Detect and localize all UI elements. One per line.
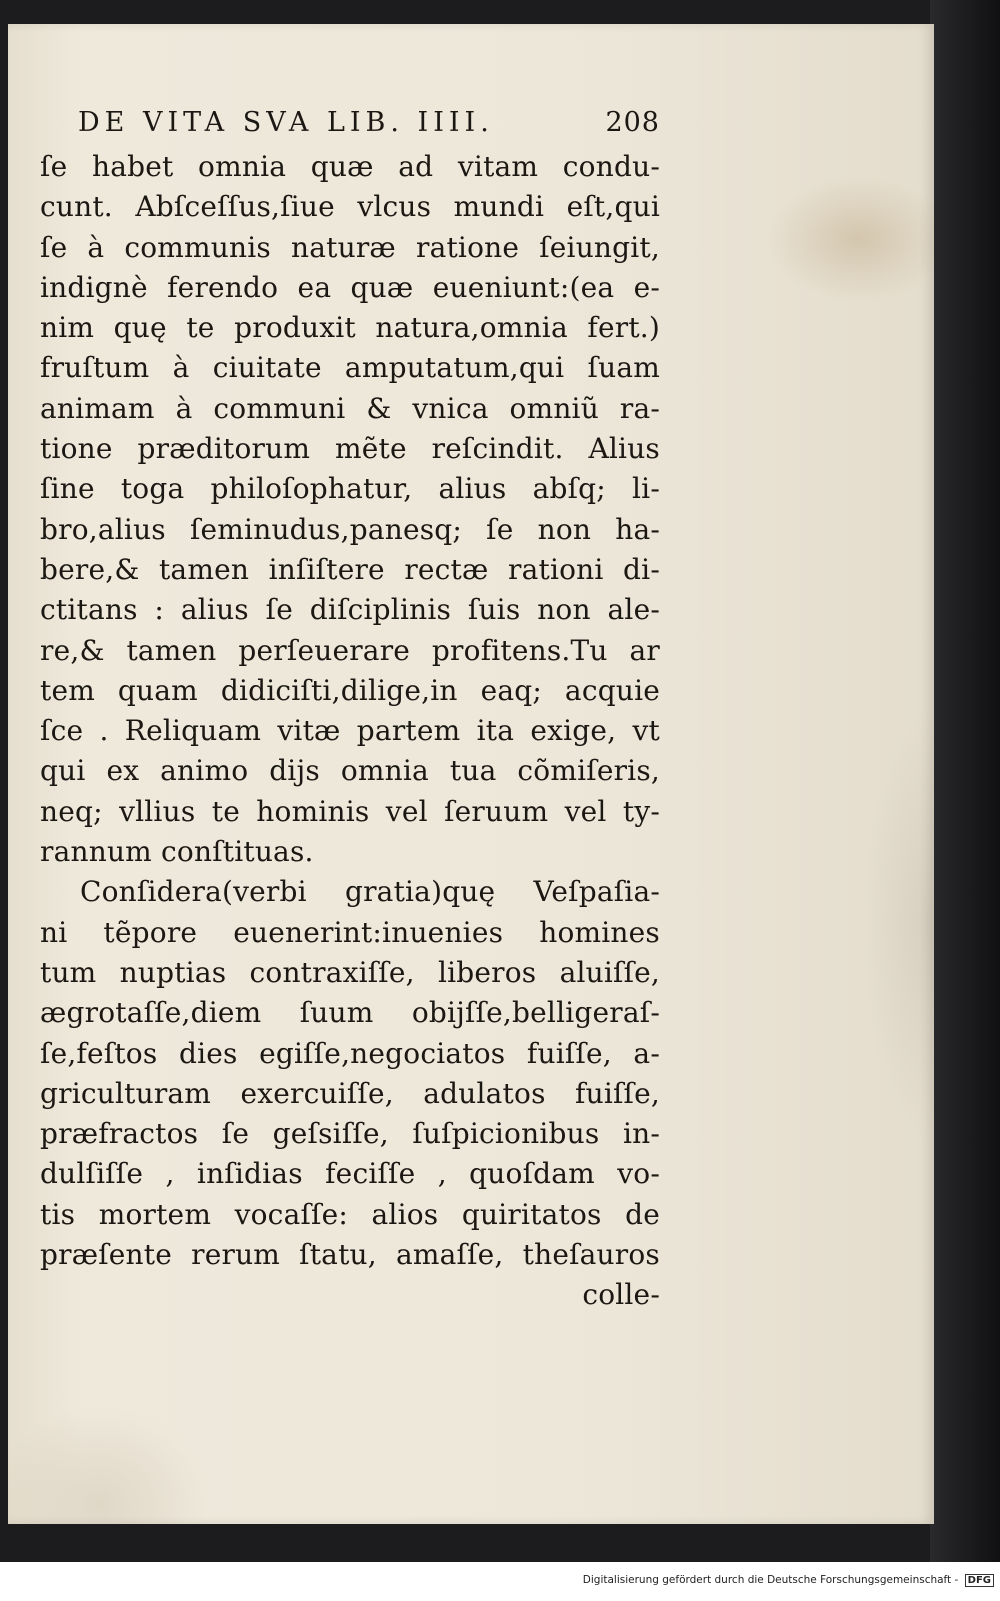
text-line: præfractos ſe geſsiſſe, ſuſpicionibus in- bbox=[40, 1117, 660, 1151]
text-line: ſe à communis naturæ ratione ſeiungit, bbox=[40, 230, 660, 264]
text-line: nim quę te produxit natura,omnia fert.) bbox=[40, 311, 660, 345]
footer-credit-text: Digitalisierung gefördert durch die Deutsche Forschungsgemeinschaft - bbox=[582, 1574, 959, 1586]
page-number: 208 bbox=[605, 107, 660, 138]
text-line: ſe habet omnia quæ ad vitam condu- bbox=[40, 150, 660, 183]
text-line: cunt. Abſceſſus,ſiue vlcus mundi eſt,qui bbox=[40, 190, 660, 224]
running-head-title: DE VITA SVA LIB. IIII. bbox=[78, 107, 494, 138]
text-line: fruſtum à ciuitate amputatum,qui ſuam bbox=[40, 351, 660, 385]
dfg-logo: DFG bbox=[965, 1574, 994, 1587]
catchword: colle- bbox=[582, 1278, 660, 1312]
text-line: qui ex animo dijs omnia tua cõmiſeris, bbox=[40, 754, 660, 788]
credit-footer bbox=[0, 1562, 1000, 1601]
text-line: re,& tamen perſeuerare profitens.Tu ar bbox=[40, 633, 660, 667]
text-line: præſente rerum ſtatu, amaſſe, theſauros bbox=[40, 1238, 660, 1272]
text-line: ſe,feſtos dies egiſſe,negociatos fuiſſe, a- bbox=[40, 1036, 660, 1070]
text-line: animam à communi & vnica omniũ ra- bbox=[40, 391, 660, 425]
text-line: bro,alius ſeminudus,panesq; ſe non ha- bbox=[40, 512, 660, 546]
text-line: indignè ferendo ea quæ eueniunt:(ea e- bbox=[40, 270, 660, 304]
footer-credit bbox=[583, 1574, 994, 1587]
text-line: ni tẽpore euenerint:inuenies homines bbox=[40, 915, 660, 949]
text-line: ægrotaſſe,diem ſuum obijſſe,belligeraſ- bbox=[40, 996, 660, 1030]
text-line: bere,& tamen inſiſtere rectæ rationi di- bbox=[40, 552, 660, 586]
text-line: ctitans : alius ſe diſciplinis ſuis non ale- bbox=[40, 593, 660, 627]
text-line: ſine toga philoſophatur, alius abſq; li- bbox=[40, 472, 660, 506]
text-line: rannum conſtituas. bbox=[40, 835, 314, 869]
text-line: ſce . Reliquam vitæ partem ita exige, vt bbox=[40, 714, 660, 748]
text-line: griculturam exercuiſſe, adulatos fuiſſe, bbox=[40, 1076, 660, 1110]
text-line: dulſiſſe , inſidias feciſſe , quoſdam vo- bbox=[40, 1157, 660, 1191]
text-line: Conſidera(verbi gratia)quę Veſpaſia- bbox=[80, 875, 660, 909]
text-line: tum nuptias contraxiſſe, liberos aluiſſe, bbox=[40, 955, 660, 989]
text-line: neq; vllius te hominis vel ſeruum vel ty- bbox=[40, 794, 660, 828]
text-line: tione præditorum mẽte reſcindit. Alius bbox=[40, 432, 660, 466]
text-line: tem quam didiciſti,dilige,in eaq; acquie bbox=[40, 673, 660, 707]
book-page bbox=[8, 24, 934, 1524]
page-text-block bbox=[40, 99, 660, 1316]
running-head bbox=[78, 99, 660, 147]
book-edge-shadow bbox=[930, 0, 1000, 1562]
text-line: tis mortem vocaſſe: alios quiritatos de bbox=[40, 1197, 660, 1231]
